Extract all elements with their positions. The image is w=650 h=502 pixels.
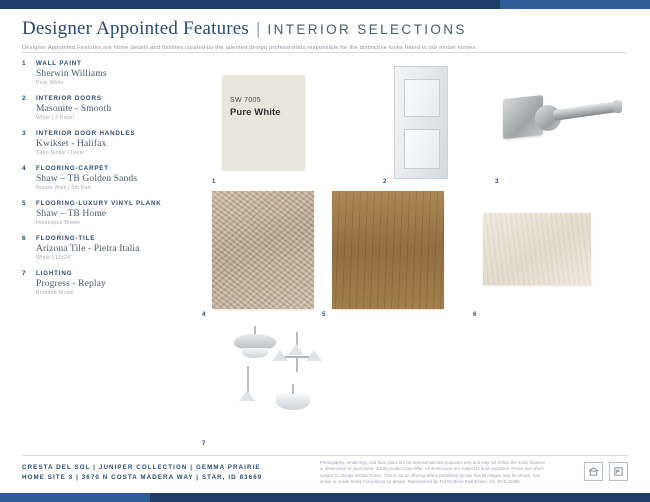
equal-housing-icon <box>584 462 603 481</box>
footer-divider <box>22 455 628 456</box>
paint-name: Pure White <box>230 107 281 118</box>
title-row <box>22 18 628 40</box>
swatch-number-7: 7 <box>202 440 206 447</box>
paint-swatch <box>222 75 305 170</box>
pendant-stem <box>247 366 249 392</box>
selection-list <box>22 60 192 305</box>
list-item <box>22 200 192 226</box>
top-accent-bar-segment <box>500 0 650 9</box>
list-item-detail: Pure White <box>36 79 64 86</box>
list-item-number: 5 <box>22 200 26 207</box>
list-item-number: 7 <box>22 270 26 277</box>
chandelier-cone-right <box>306 350 322 361</box>
list-item-name: Kwikset - Halifax <box>36 138 107 149</box>
realtor-icon <box>609 462 628 481</box>
list-item-category: INTERIOR DOOR HANDLES <box>36 130 136 137</box>
list-item-number: 4 <box>22 165 26 172</box>
header-divider <box>22 52 628 53</box>
swatch-number-1: 1 <box>212 178 216 185</box>
list-item-category: FLOORING-CARPET <box>36 165 109 172</box>
list-item-detail: Satin Nickel | Lever <box>36 149 85 156</box>
list-item-detail: Nature Walk | 5th Pad <box>36 184 91 191</box>
paint-code: SW 7005 <box>230 97 261 104</box>
list-item-name: Sherwin Williams <box>36 68 107 79</box>
list-item-category: LIGHTING <box>36 270 73 277</box>
door-swatch <box>394 66 448 179</box>
handle-lever <box>552 101 619 121</box>
bottom-accent-bar-segment <box>0 493 150 502</box>
footer-logos <box>584 462 628 481</box>
page-subtitle-heading: INTERIOR SELECTIONS <box>267 22 467 37</box>
list-item <box>22 165 192 191</box>
footer-address-line: HOME SITE 3 | 3670 N COSTA MADERA WAY | STAR, ID 83669 <box>22 474 263 481</box>
list-item-category: WALL PAINT <box>36 60 82 67</box>
list-item-detail: White | 12x24" <box>36 254 73 261</box>
footer-disclaimer: Photography, renderings, and floor plans are for representational purposes only and may not reflect the exact features or dimensions of your home; actual product may differ. All dimensions are subject to field variations. Prices and offers subject to change without notice. This is not an offering where prohibited by law. Not all images may be shown. See online or onsite Sales Consultants for details. Represented by Toll Brothers Real Estate, Inc. RCE 42658 <box>320 460 546 485</box>
list-item-category: FLOORING-TILE <box>36 235 96 242</box>
list-item <box>22 270 192 296</box>
list-item-name: Arizona Tile - Pietra Italia <box>36 243 140 254</box>
list-item <box>22 95 192 121</box>
list-item-number: 2 <box>22 95 26 102</box>
list-item-number: 3 <box>22 130 26 137</box>
list-item-name: Progress - Replay <box>36 278 106 289</box>
footer-community-info <box>22 464 262 481</box>
handle-lever-tip <box>613 100 622 113</box>
flush-mount-glass <box>276 394 310 410</box>
door-panel-bottom <box>404 129 440 169</box>
tile-swatch <box>483 213 591 285</box>
lvp-swatch <box>332 191 444 309</box>
pendant-shade <box>239 390 255 401</box>
list-item-category: FLOORING-LUXURY VINYL PLANK <box>36 200 162 207</box>
list-item <box>22 130 192 156</box>
swatch-number-5: 5 <box>322 311 326 318</box>
lighting-swatch <box>220 326 342 438</box>
list-item-detail: Homespun Brown <box>36 219 81 226</box>
title-divider: | <box>256 19 261 38</box>
list-item <box>22 235 192 261</box>
chandelier-cone-center <box>288 344 304 355</box>
list-item-name: Shaw – TB Home <box>36 208 107 219</box>
list-item-detail: Brushed Nickel <box>36 289 74 296</box>
door-handle-swatch <box>495 91 625 159</box>
top-accent-bar <box>0 0 650 9</box>
bottom-accent-bar <box>0 493 650 502</box>
swatch-number-3: 3 <box>495 178 499 185</box>
list-item-name: Shaw – TB Golden Sands <box>36 173 138 184</box>
swatch-number-4: 4 <box>202 311 206 318</box>
header-description: Designer Appointed Features are home details and finishes curated by the talented design professionals responsible for the distinctive looks found in our model homes. <box>22 45 478 51</box>
page-header <box>22 18 628 51</box>
chandelier-lower-stem <box>296 358 298 372</box>
carpet-swatch <box>212 191 314 309</box>
fixture-glass <box>242 348 268 358</box>
chandelier-cone-left <box>272 350 288 361</box>
list-item-category: INTERIOR DOORS <box>36 95 102 102</box>
page-title: Designer Appointed Features <box>22 18 250 39</box>
list-item-number: 6 <box>22 235 26 242</box>
swatch-number-6: 6 <box>473 311 477 318</box>
list-item-number: 1 <box>22 60 26 67</box>
list-item-detail: White | 2 Panel <box>36 114 75 121</box>
swatch-number-2: 2 <box>383 178 387 185</box>
swatch-board <box>190 58 630 448</box>
door-panel-top <box>404 79 440 117</box>
list-item-name: Masonite - Smooth <box>36 103 112 114</box>
list-item <box>22 60 192 86</box>
footer-community-line: CRESTA DEL SOL | JUNIPER COLLECTION | GEMMA PRAIRIE <box>22 464 261 471</box>
